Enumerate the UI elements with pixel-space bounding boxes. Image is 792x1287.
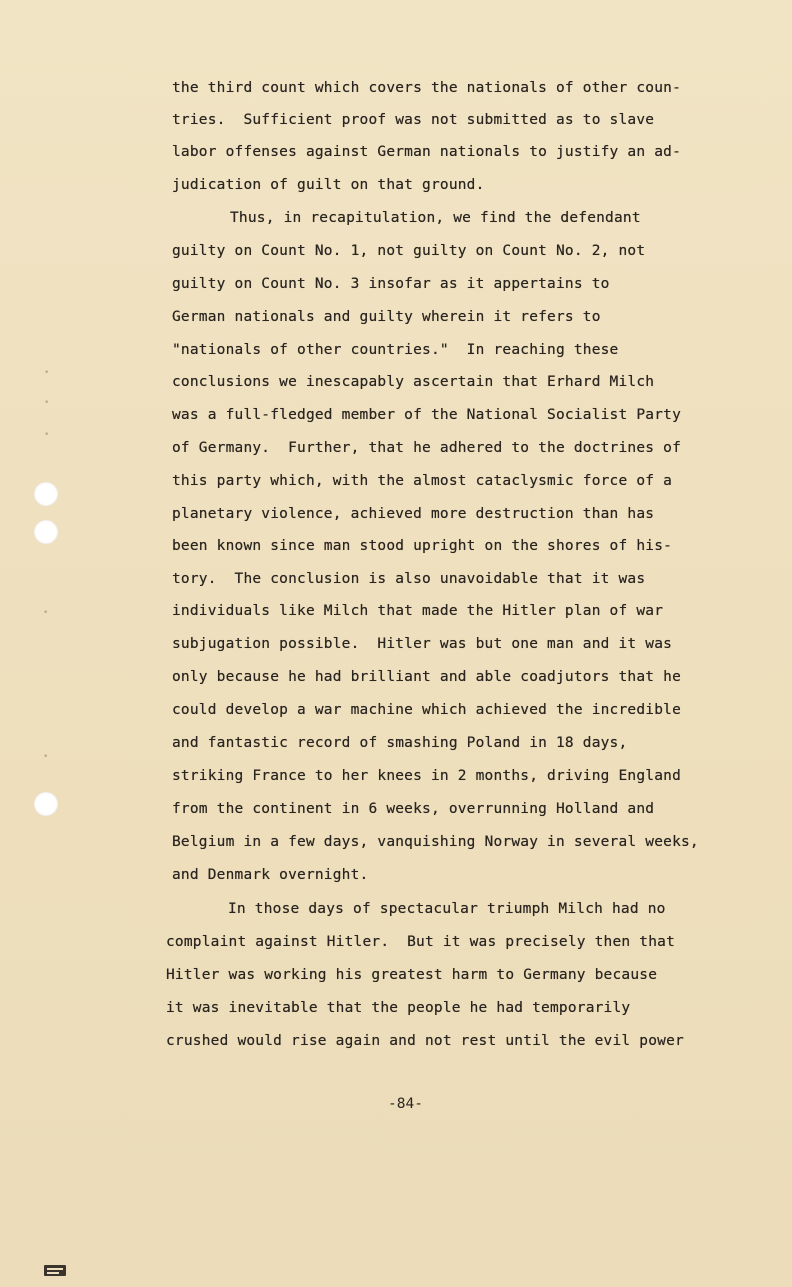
text-line: striking France to her knees in 2 months, driving England — [172, 768, 681, 784]
text-line: German nationals and guilty wherein it refers to — [172, 309, 601, 325]
text-line: guilty on Count No. 1, not guilty on Count No. 2, not — [172, 243, 646, 259]
margin-mark: • — [44, 430, 50, 440]
page-number: -84- — [388, 1096, 423, 1112]
text-line: was a full-fledged member of the National Socialist Party — [172, 407, 681, 423]
text-line: only because he had brilliant and able coadjutors that he — [172, 669, 681, 685]
text-line: Thus, in recapitulation, we find the defendant — [230, 210, 641, 226]
margin-mark: • — [43, 752, 49, 762]
archive-stamp-icon — [43, 1262, 67, 1278]
text-line: conclusions we inescapably ascertain that Erhard Milch — [172, 374, 655, 390]
text-line: judication of guilt on that ground. — [172, 177, 485, 193]
text-line: labor offenses against German nationals to justify an ad- — [172, 144, 681, 160]
margin-mark: • — [43, 608, 49, 618]
text-line: the third count which covers the nationals of other coun- — [172, 80, 681, 96]
text-line: crushed would rise again and not rest until the evil power — [166, 1033, 684, 1049]
margin-mark: • — [44, 368, 50, 378]
text-line: "nationals of other countries." In reaching these — [172, 342, 619, 358]
text-line: this party which, with the almost cataclysmic force of a — [172, 473, 673, 489]
text-line: individuals like Milch that made the Hitler plan of war — [172, 603, 664, 619]
text-line: guilty on Count No. 3 insofar as it appertains to — [172, 276, 610, 292]
text-line: Belgium in a few days, vanquishing Norway in several weeks, — [172, 834, 699, 850]
text-line: been known since man stood upright on the shores of his- — [172, 538, 673, 554]
text-line: planetary violence, achieved more destruction than has — [172, 506, 655, 522]
margin-mark: • — [44, 398, 50, 408]
text-line: and fantastic record of smashing Poland in 18 days, — [172, 735, 628, 751]
text-line: could develop a war machine which achieved the incredible — [172, 702, 681, 718]
text-line: of Germany. Further, that he adhered to the doctrines of — [172, 440, 681, 456]
text-line: from the continent in 6 weeks, overrunning Holland and — [172, 801, 655, 817]
text-line: and Denmark overnight. — [172, 867, 369, 883]
text-line: In those days of spectacular triumph Milch had no — [228, 901, 666, 917]
text-line: Hitler was working his greatest harm to Germany because — [166, 967, 658, 983]
text-line: tries. Sufficient proof was not submitted as to slave — [172, 112, 655, 128]
text-line: complaint against Hitler. But it was precisely then that — [166, 934, 675, 950]
text-line: subjugation possible. Hitler was but one man and it was — [172, 636, 673, 652]
text-line: tory. The conclusion is also unavoidable that it was — [172, 571, 646, 587]
text-line: it was inevitable that the people he had temporarily — [166, 1000, 631, 1016]
